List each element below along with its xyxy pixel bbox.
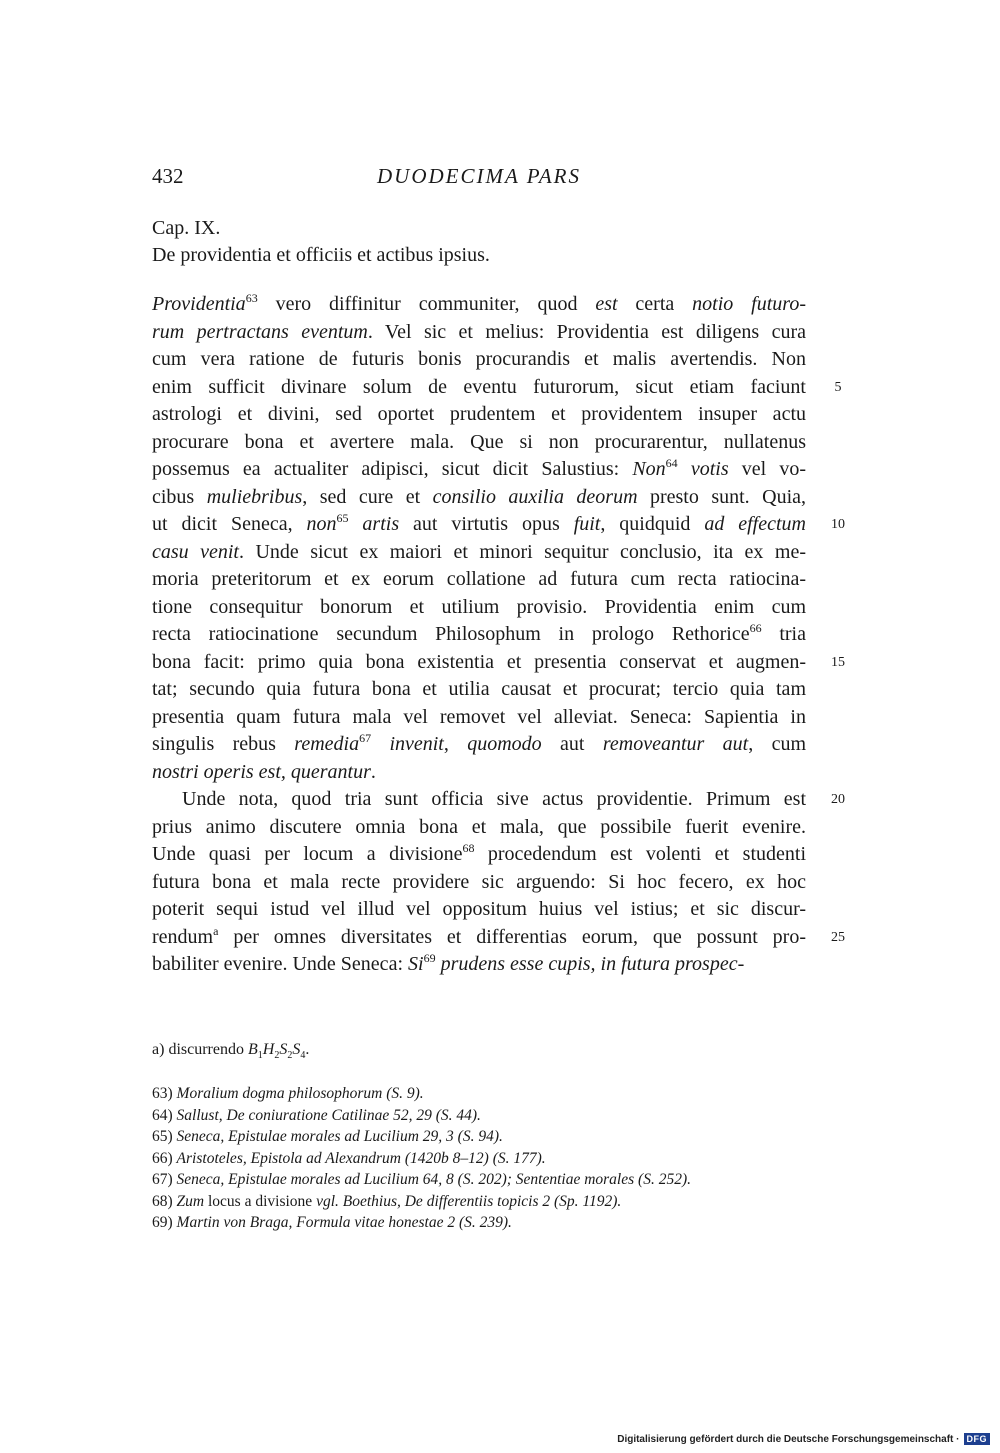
text-run: presto sunt. Quia,: [637, 485, 806, 508]
siglum-subscript: 1: [257, 1050, 263, 1062]
italic-text: rum pertractans eventum: [152, 320, 368, 343]
chapter-title: De providentia et officiis et actibus ipsius.: [152, 244, 490, 266]
text-line: [152, 896, 806, 924]
text-run: procedendum est volenti et studenti: [474, 843, 806, 865]
note-reference: 65: [336, 511, 349, 525]
text-line: [152, 401, 806, 429]
margin-line-number: 10: [831, 517, 845, 532]
text-run: [678, 458, 691, 480]
italic-text: non: [306, 513, 337, 535]
text-run: vel vo-: [728, 458, 807, 480]
text-run: aut: [541, 733, 603, 755]
italic-text: quomodo: [467, 733, 542, 755]
text-line: [152, 539, 806, 567]
siglum-subscript: 2: [287, 1050, 293, 1062]
italic-text: muliebribus: [206, 485, 303, 508]
italic-text: votis: [690, 458, 729, 480]
note-reference: a: [213, 923, 219, 938]
text-line: [152, 566, 806, 594]
footnote-number: 65): [152, 1128, 173, 1145]
text-run: bona facit: primo quia bona existentia et presentia conservat et augmen-: [152, 650, 806, 673]
italic-text: Non: [632, 458, 666, 480]
text-run: ut dicit Seneca,: [152, 513, 307, 535]
siglum-subscript: 4: [300, 1050, 306, 1062]
footnote: [152, 1212, 832, 1234]
text-line: [152, 346, 806, 374]
text-line: [152, 786, 806, 814]
text-run: futura bona et mala recte providere sic arguendo: Si hoc fecero, ex hoc: [152, 870, 806, 893]
text-line: [152, 731, 806, 759]
italic-text: Seneca, Epistulae morales ad Lucilium 29, 3 (S. 94).: [176, 1128, 503, 1145]
text-line: [152, 291, 806, 319]
apparatus-marker: a): [152, 1041, 165, 1058]
text-line: [152, 841, 806, 869]
note-reference: 66: [749, 621, 762, 635]
italic-text: Si: [408, 953, 424, 975]
running-title: DUODECIMA PARS: [377, 164, 581, 188]
italic-text: vgl. Boethius, De differentiis topicis 2 (Sp. 1192).: [316, 1192, 622, 1210]
italic-text: remedia: [294, 733, 360, 755]
footnotes: [152, 1083, 832, 1234]
margin-line-number: 25: [831, 929, 845, 945]
text-run: enim sufficit divinare solum de eventu futurorum, sicut etiam faciunt: [152, 375, 806, 398]
text-run: locus a divisione: [204, 1192, 317, 1210]
italic-text: Aristoteles, Epistola ad Alexandrum (1420b 8–12) (S. 177).: [176, 1149, 546, 1167]
text-run: tat; secundo quia futura bona et utilia causat et procurat; tercio quia tam: [152, 678, 806, 700]
italic-text: Moralium dogma philosophorum (S. 9).: [176, 1085, 424, 1102]
text-run: possemus ea actualiter adipisci, sicut dicit Salustius:: [152, 458, 633, 480]
text-line: [152, 869, 806, 897]
italic-text: artis: [362, 513, 400, 535]
text-run: poterit sequi istud vel illud vel oppositum huius vel istius; et sic discur-: [152, 898, 806, 920]
text-run: , cum: [748, 733, 807, 755]
footnote: [152, 1083, 832, 1105]
italic-text: ad effectum: [704, 513, 806, 535]
text-run: certa: [617, 293, 693, 315]
text-line: [152, 676, 806, 704]
footnote-number: 64): [152, 1106, 173, 1124]
italic-text: Providentia: [152, 293, 246, 315]
text-run: procurare bona et avertere mala. Que si non procurarentur, nullatenus: [152, 430, 806, 453]
note-reference: 64: [665, 456, 678, 470]
italic-text: nostri operis est, querantur: [152, 760, 371, 783]
text-run: , sed cure et: [302, 485, 433, 508]
italic-text: removeantur aut: [602, 733, 749, 755]
text-line: [152, 621, 806, 649]
italic-text: Zum: [176, 1192, 205, 1210]
text-line: [152, 814, 806, 842]
footnote: [152, 1191, 832, 1213]
text-run: astrologi et divini, sed oportet prudentem et providentem insuper actu: [152, 403, 806, 425]
italic-text: casu venit: [152, 540, 239, 563]
text-run: recta ratiocinatione secundum Philosophum in prologo Rethorice: [152, 623, 750, 645]
footer-credit-text: Digitalisierung gefördert durch die Deutsche Forschungsgemeinschaft ·: [617, 1433, 960, 1445]
text-line: [152, 649, 806, 677]
main-text: [152, 291, 806, 979]
text-run: cum vera ratione de futuris bonis procurandis et malis avertendis. Non: [152, 348, 806, 370]
text-run: . Vel sic et melius: Providentia est diligens cura: [367, 320, 806, 343]
footnote-number: 68): [152, 1192, 173, 1210]
dfg-logo: DFG: [964, 1433, 991, 1445]
manuscript-siglum: S: [292, 1041, 301, 1058]
text-run: [349, 513, 363, 535]
text-line: [152, 456, 806, 484]
text-line: [152, 759, 806, 787]
text-run: [371, 733, 389, 755]
footnote: [152, 1169, 832, 1191]
italic-text: Martin von Braga, Formula vitae honestae 2 (S. 239).: [176, 1214, 512, 1231]
text-line: [152, 374, 806, 402]
footnote: [152, 1105, 832, 1127]
text-run: .: [370, 760, 376, 783]
manuscript-siglum: S: [279, 1041, 288, 1058]
text-line: [152, 429, 806, 457]
footnote-number: 67): [152, 1171, 173, 1188]
italic-text: prudens esse cupis, in futura prospec-: [440, 953, 745, 975]
text-run: babiliter evenire. Unde Seneca:: [152, 953, 408, 975]
page-number: 432: [152, 164, 184, 188]
manuscript-siglum: B: [247, 1041, 258, 1058]
note-reference: 63: [245, 291, 258, 305]
text-run: ,: [443, 733, 468, 755]
footnote: [152, 1148, 832, 1170]
critical-apparatus: [152, 1040, 309, 1060]
text-run: presentia quam futura mala vel removet vel alleviat. Seneca: Sapientia in: [152, 705, 806, 728]
text-run: cibus: [152, 485, 207, 508]
text-line: [152, 319, 806, 347]
note-reference: 69: [423, 951, 436, 965]
text-run: rendum: [152, 925, 214, 948]
footer-credit: [617, 1431, 990, 1447]
apparatus-end: .: [305, 1041, 310, 1058]
text-line: [152, 924, 806, 952]
footnote-number: 69): [152, 1214, 173, 1231]
footnote: [152, 1126, 832, 1148]
apparatus-reading: discurrendo: [168, 1041, 244, 1058]
italic-text: invenit: [389, 733, 444, 755]
italic-text: Sallust, De coniuratione Catilinae 52, 29 (S. 44).: [176, 1106, 481, 1124]
manuscript-siglum: H: [262, 1041, 275, 1058]
text-run: Unde nota, quod tria sunt officia sive actus providentie. Primum est: [182, 788, 806, 810]
italic-text: Seneca, Epistulae morales ad Lucilium 64, 8 (S. 202); Sententiae morales (S. 252).: [176, 1171, 691, 1188]
note-reference: 67: [359, 731, 372, 745]
note-reference: 68: [462, 841, 475, 855]
italic-text: est: [595, 293, 618, 315]
italic-text: consilio auxilia deorum: [432, 485, 638, 508]
text-run: singulis rebus: [152, 733, 295, 755]
text-line: [152, 704, 806, 732]
margin-line-number: 20: [831, 792, 845, 807]
text-run: tria: [761, 623, 806, 645]
italic-text: notio futuro-: [692, 293, 806, 315]
margin-line-number: 5: [834, 379, 842, 395]
text-line: [152, 511, 806, 539]
text-line: [152, 484, 806, 512]
text-run: , quidquid: [600, 513, 705, 535]
text-line: [152, 951, 806, 979]
siglum-subscript: 2: [274, 1050, 280, 1062]
text-line: [152, 594, 806, 622]
text-run: Unde quasi per locum a divisione: [152, 843, 463, 865]
italic-text: fuit: [573, 513, 601, 535]
text-run: moria preteritorum et ex eorum collatione ad futura cum recta ratiocina-: [152, 568, 806, 590]
text-run: vero diffinitur communiter, quod: [257, 293, 596, 315]
footnote-number: 66): [152, 1149, 173, 1167]
text-run: . Unde sicut ex maiori et minori sequitur conclusio, ita ex me-: [238, 540, 806, 563]
running-head: [152, 164, 806, 194]
margin-line-number: 15: [831, 654, 845, 670]
text-run: aut virtutis opus: [399, 513, 574, 535]
text-run: tione consequitur bonorum et utilium provisio. Providentia enim cum: [152, 595, 806, 618]
text-run: prius animo discutere omnia bona et mala, que possibile fuerit evenire.: [152, 815, 806, 838]
chapter-number: Cap. IX.: [152, 217, 221, 239]
text-run: per omnes diversitates et differentias eorum, que possunt pro-: [218, 925, 806, 948]
footnote-number: 63): [152, 1085, 173, 1102]
